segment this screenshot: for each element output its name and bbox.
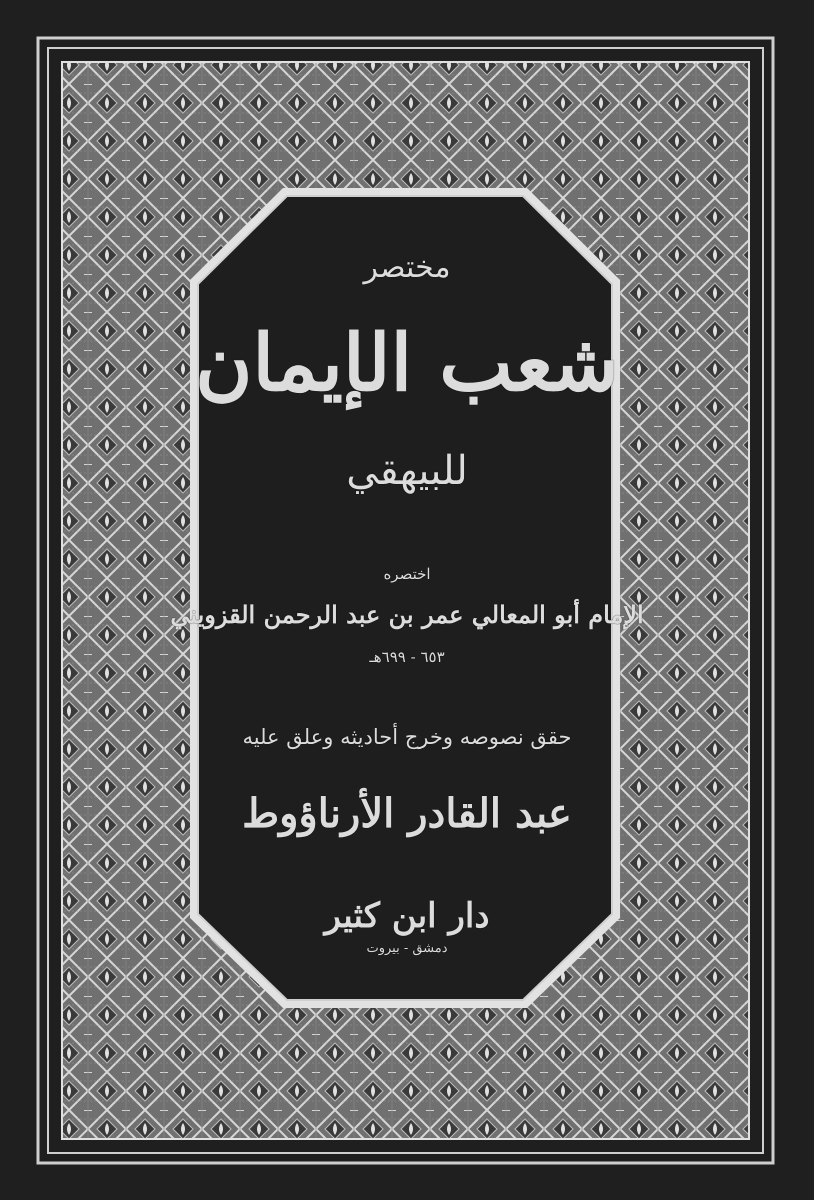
abridged-by-label: اختصره (383, 565, 431, 583)
author-line: للبيهقي (346, 448, 468, 494)
publisher-city: دمشق - بيروت (366, 941, 448, 956)
abridger-dates: ٦٥٣ - ٦٩٩هـ (369, 648, 445, 666)
publisher-name: دار ابن كثير (324, 896, 490, 936)
title-prefix: مختصر (363, 250, 451, 285)
editor-name: عبد القادر الأرناؤوط (242, 790, 572, 837)
abridger-name: الإمام أبو المعالي عمر بن عبد الرحمن القزويني (170, 600, 644, 629)
book-title: شعب الإيمان (195, 318, 619, 409)
editor-intro: حقق نصوصه وخرج أحاديثه وعلق عليه (242, 725, 572, 749)
